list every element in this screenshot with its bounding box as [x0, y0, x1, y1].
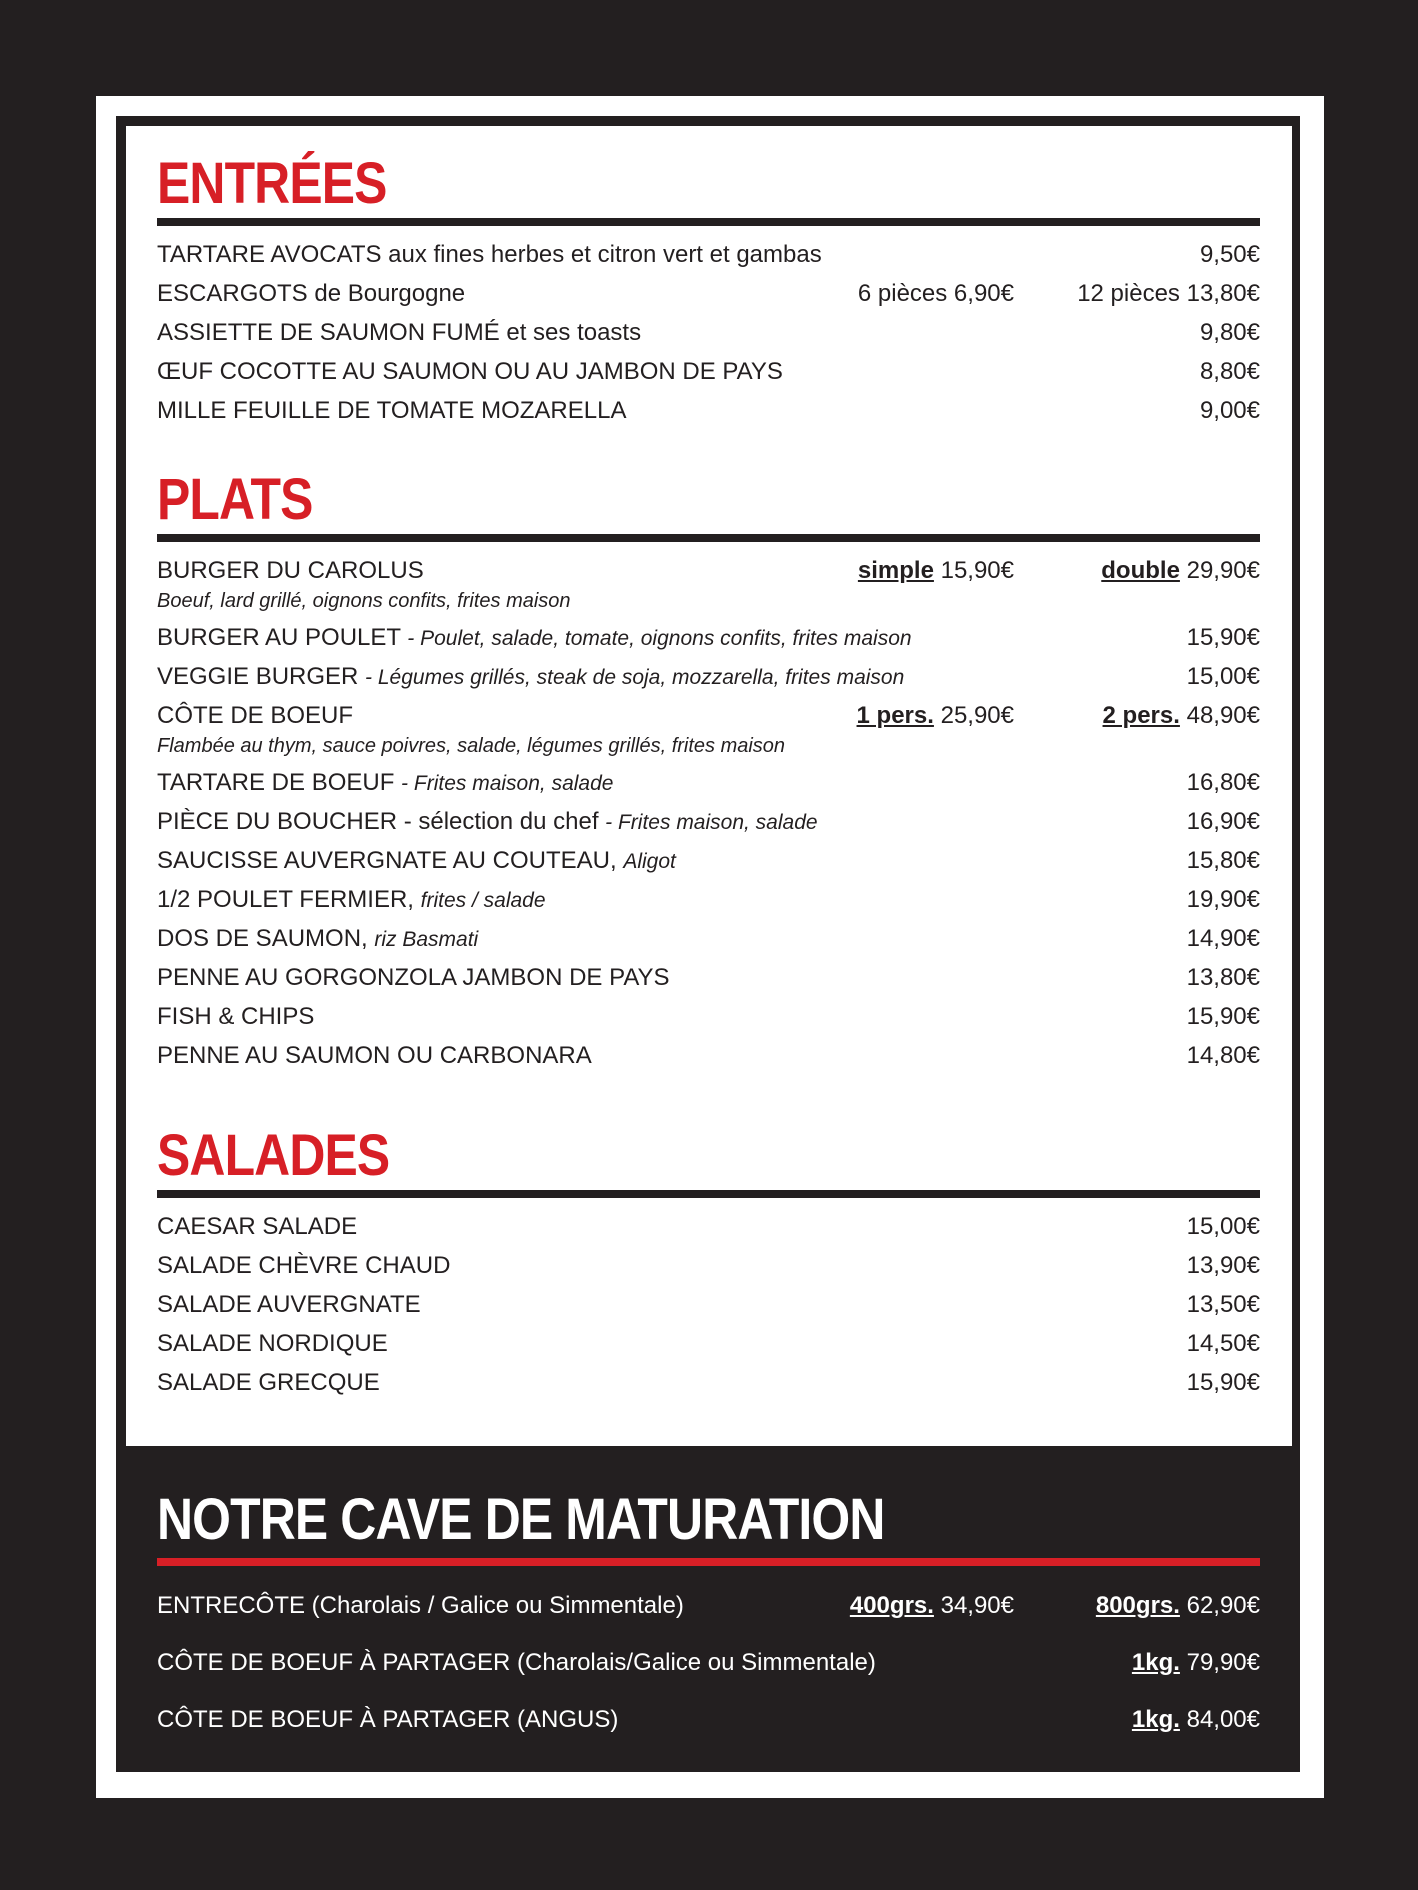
- option-price: 79,90€: [1186, 1649, 1260, 1676]
- item-name: CÔTE DE BOEUF À PARTAGER (ANGUS): [157, 1706, 619, 1733]
- item-title: PIÈCE DU BOUCHER - sélection du chef: [157, 808, 599, 835]
- menu-item: [157, 881, 1260, 920]
- section-cave: [157, 1487, 1260, 1755]
- item-price-option-1: [857, 702, 1014, 730]
- item-price-option-2: [1096, 1592, 1260, 1620]
- item-name: SALADE CHÈVRE CHAUD: [157, 1252, 451, 1279]
- option-price: 48,90€: [1186, 702, 1260, 729]
- menu-item: [157, 1325, 1260, 1364]
- item-name: [157, 925, 478, 953]
- item-price: 15,90€: [1186, 1003, 1260, 1030]
- item-price: 8,80€: [1199, 358, 1260, 385]
- option-price: 34,90€: [940, 1592, 1014, 1619]
- menu-item: [157, 1208, 1260, 1247]
- menu-item: [157, 1584, 1260, 1641]
- item-name: ASSIETTE DE SAUMON FUMÉ et ses toasts: [157, 319, 642, 346]
- item-price: [1132, 1649, 1260, 1677]
- item-price: 9,80€: [1199, 319, 1260, 346]
- item-price: 15,90€: [1186, 624, 1260, 651]
- option-label: 1 pers.: [856, 702, 934, 729]
- item-price: 15,90€: [1186, 1369, 1260, 1396]
- item-description: Boeuf, lard grillé, oignons confits, frites maison: [157, 590, 571, 612]
- menu-item: [157, 619, 1260, 658]
- item-price: 19,90€: [1186, 886, 1260, 913]
- option-price: 84,00€: [1186, 1706, 1260, 1733]
- item-price: 14,80€: [1186, 1042, 1260, 1069]
- section-rule: [157, 218, 1260, 226]
- item-description: Aligot: [623, 850, 676, 873]
- item-name: SALADE GRECQUE: [157, 1369, 380, 1396]
- item-name: CAESAR SALADE: [157, 1213, 358, 1240]
- item-price: 13,90€: [1186, 1252, 1260, 1279]
- menu-item: [157, 1364, 1260, 1403]
- item-title: SAUCISSE AUVERGNATE AU COUTEAU,: [157, 847, 617, 874]
- item-name: CÔTE DE BOEUF À PARTAGER (Charolais/Galice ou Simmentale): [157, 1649, 876, 1676]
- menu-item: [157, 275, 1260, 314]
- option-label: simple: [857, 557, 934, 584]
- section-rule: [157, 1190, 1260, 1198]
- menu-item: [157, 764, 1260, 803]
- section-title-cave: NOTRE CAVE DE MATURATION: [157, 1487, 885, 1552]
- item-name: [157, 663, 904, 691]
- item-name: MILLE FEUILLE DE TOMATE MOZARELLA: [157, 397, 627, 424]
- item-name: ENTRECÔTE (Charolais / Galice ou Simmentale): [157, 1592, 684, 1619]
- option-price: 25,90€: [940, 702, 1014, 729]
- item-description: - Poulet, salade, tomate, oignons confits, frites maison: [407, 627, 912, 650]
- item-name: SALADE AUVERGNATE: [157, 1291, 421, 1318]
- section-rule-red: [157, 1558, 1260, 1566]
- menu-item: [157, 552, 1260, 619]
- option-price: 62,90€: [1186, 1592, 1260, 1619]
- menu-item: [157, 236, 1260, 275]
- section-title-salades: SALADES: [157, 1123, 390, 1188]
- item-price-option-2: [1103, 702, 1260, 730]
- item-title: TARTARE DE BOEUF: [157, 769, 395, 796]
- menu-item: [157, 842, 1260, 881]
- option-label: 2 pers.: [1102, 702, 1180, 729]
- menu-item: [157, 314, 1260, 353]
- item-name: PENNE AU GORGONZOLA JAMBON DE PAYS: [157, 964, 670, 991]
- item-name: [157, 808, 818, 836]
- item-price: 9,50€: [1199, 241, 1260, 268]
- item-title: 1/2 POULET FERMIER,: [157, 886, 414, 913]
- item-title: DOS DE SAUMON,: [157, 925, 368, 952]
- menu-item: [157, 803, 1260, 842]
- item-price: 13,50€: [1186, 1291, 1260, 1318]
- item-description: riz Basmati: [374, 928, 479, 951]
- item-name: FISH & CHIPS: [157, 1003, 315, 1030]
- menu-item: [157, 998, 1260, 1037]
- option-label: 1kg.: [1131, 1649, 1180, 1676]
- item-name: ŒUF COCOTTE AU SAUMON OU AU JAMBON DE PAYS: [157, 358, 783, 385]
- item-price: 13,80€: [1186, 964, 1260, 991]
- item-price: 15,00€: [1186, 1213, 1260, 1240]
- item-price-option-1: [858, 557, 1014, 585]
- item-description: - Frites maison, salade: [401, 772, 614, 795]
- item-price-option-1: [850, 1592, 1014, 1620]
- section-entrees: [157, 151, 1260, 431]
- option-label: double: [1101, 557, 1180, 584]
- menu-item: [157, 1286, 1260, 1325]
- menu-item: [157, 658, 1260, 697]
- option-label: 400grs.: [849, 1592, 934, 1619]
- item-price: 14,90€: [1186, 925, 1260, 952]
- item-name: CÔTE DE BOEUF: [157, 702, 354, 729]
- section-title-plats: PLATS: [157, 467, 313, 532]
- item-price: 15,00€: [1186, 663, 1260, 690]
- section-title-entrees: ENTRÉES: [157, 151, 387, 216]
- section-rule: [157, 534, 1260, 542]
- item-title: BURGER AU POULET: [157, 624, 401, 651]
- item-name: [157, 769, 613, 797]
- section-plats: [157, 467, 1260, 1076]
- item-price-option-2: [1101, 557, 1260, 585]
- item-price: 16,80€: [1186, 769, 1260, 796]
- option-label: 1kg.: [1131, 1706, 1180, 1733]
- item-price: 16,90€: [1186, 808, 1260, 835]
- item-title: VEGGIE BURGER: [157, 663, 359, 690]
- menu-item: [157, 1247, 1260, 1286]
- option-price: 29,90€: [1186, 557, 1260, 584]
- item-name: ESCARGOTS de Bourgogne: [157, 280, 466, 307]
- menu-item: [157, 959, 1260, 998]
- item-price: 15,80€: [1186, 847, 1260, 874]
- item-name: SALADE NORDIQUE: [157, 1330, 388, 1357]
- item-description: Flambée au thym, sauce poivres, salade, légumes grillés, frites maison: [157, 735, 786, 757]
- item-description: - Frites maison, salade: [605, 811, 818, 834]
- item-description: - Légumes grillés, steak de soja, mozzarella, frites maison: [365, 666, 905, 689]
- item-name: TARTARE AVOCATS aux fines herbes et citron vert et gambas: [157, 241, 822, 268]
- item-price: [1132, 1706, 1260, 1734]
- item-name: BURGER DU CAROLUS: [157, 557, 424, 584]
- item-price: 9,00€: [1199, 397, 1260, 424]
- menu-item: [157, 353, 1260, 392]
- menu-item: [157, 1641, 1260, 1698]
- item-price: 12 pièces 13,80€: [1077, 280, 1260, 307]
- item-name: [157, 847, 676, 875]
- menu-item: [157, 920, 1260, 959]
- menu-item: [157, 1037, 1260, 1076]
- item-price-option-1: 6 pièces 6,90€: [857, 280, 1014, 307]
- menu-item: [157, 1698, 1260, 1755]
- section-salades: [157, 1123, 1260, 1403]
- item-name: PENNE AU SAUMON OU CARBONARA: [157, 1042, 592, 1069]
- item-name: [157, 624, 912, 652]
- menu-item: [157, 697, 1260, 764]
- option-price: 15,90€: [940, 557, 1014, 584]
- item-price: 14,50€: [1186, 1330, 1260, 1357]
- item-name: [157, 886, 546, 914]
- option-label: 800grs.: [1095, 1592, 1180, 1619]
- item-description: frites / salade: [420, 889, 546, 912]
- menu-item: [157, 392, 1260, 431]
